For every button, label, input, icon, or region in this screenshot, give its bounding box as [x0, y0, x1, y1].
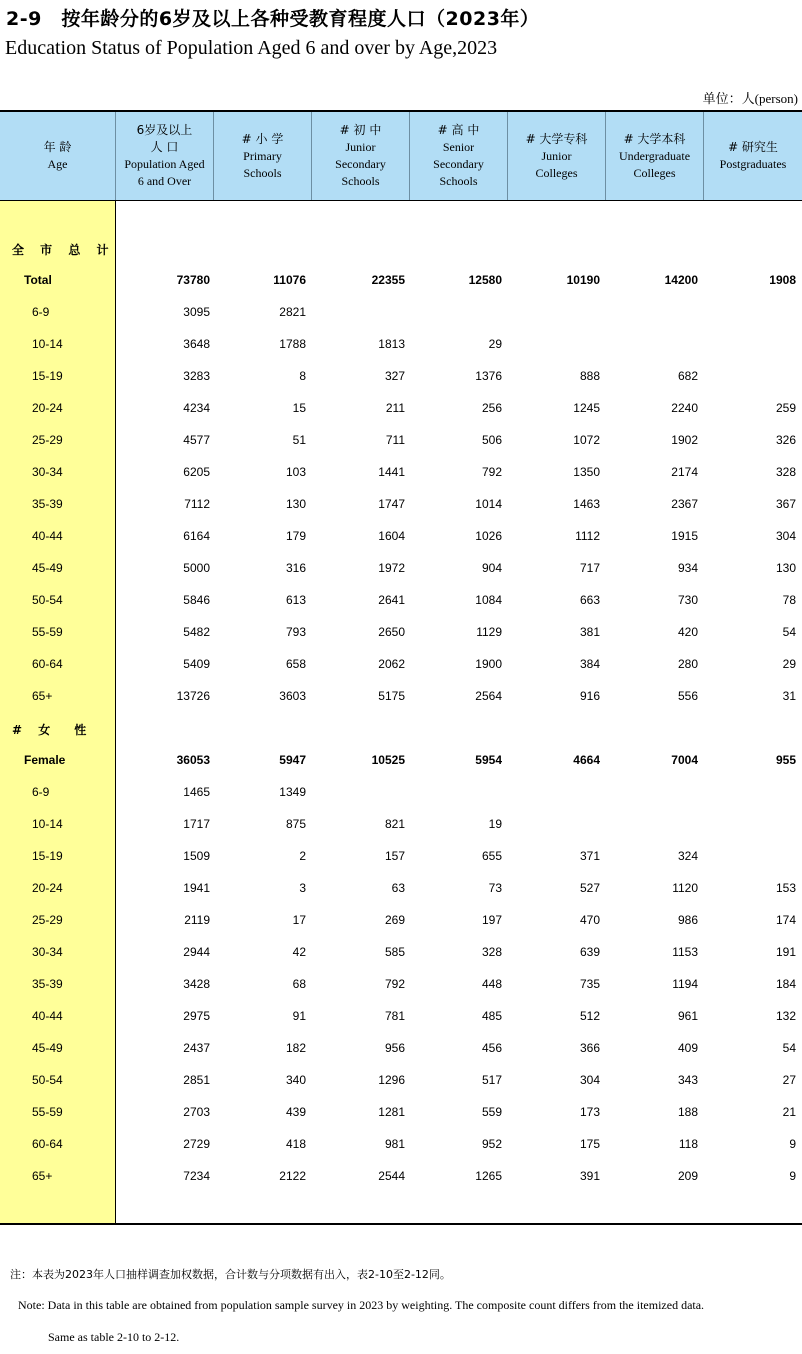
cell-value: 1014 [475, 497, 502, 511]
cell-value: 7004 [671, 753, 698, 767]
table-row [0, 878, 802, 898]
cell-value: 952 [481, 1137, 502, 1151]
table-row [0, 430, 802, 450]
cell-value: 1349 [279, 785, 306, 799]
cell-value: 1350 [573, 465, 600, 479]
table-row [0, 1038, 802, 1058]
bottom-rule [0, 1223, 802, 1225]
cell-value: 6205 [183, 465, 210, 479]
cell-value: 456 [481, 1041, 502, 1055]
column-header-1 [115, 112, 213, 200]
cell-value: 7112 [184, 497, 210, 511]
column-header-zh: # 小 学 [241, 131, 284, 146]
cell-value: 174 [775, 913, 796, 927]
cell-value: 9 [789, 1137, 796, 1151]
cell-value: 2851 [183, 1073, 210, 1087]
cell-value: 2564 [475, 689, 502, 703]
row-label: 65+ [32, 689, 53, 703]
cell-value: 343 [677, 1073, 698, 1087]
cell-value: 130 [285, 497, 306, 511]
cell-value: 955 [775, 753, 796, 767]
cell-value: 639 [579, 945, 600, 959]
cell-value: 711 [385, 433, 405, 447]
cell-value: 4577 [183, 433, 210, 447]
cell-value: 875 [285, 817, 306, 831]
row-label: 20-24 [32, 401, 63, 415]
cell-value: 173 [579, 1105, 600, 1119]
column-header-en: Colleges [633, 165, 676, 180]
note-en-line2: Same as table 2-10 to 2-12. [48, 1330, 180, 1344]
table-header [0, 112, 802, 201]
cell-value: 103 [285, 465, 306, 479]
cell-value: 5954 [475, 753, 502, 767]
cell-value: 118 [678, 1137, 698, 1151]
cell-value: 1084 [475, 593, 502, 607]
column-header-zh: # 大学专科 [525, 131, 588, 146]
cell-value: 54 [782, 1041, 796, 1055]
row-label: Total [24, 273, 52, 287]
column-header-en: 6 and Over [137, 174, 192, 188]
cell-value: 658 [285, 657, 306, 671]
column-header-zh: # 初 中 [339, 123, 382, 137]
cell-value: 409 [677, 1041, 698, 1055]
table-row [0, 654, 802, 674]
cell-value: 2367 [671, 497, 698, 511]
cell-value: 781 [384, 1009, 405, 1023]
cell-value: 27 [782, 1073, 796, 1087]
cell-value: 73 [488, 881, 502, 895]
cell-value: 381 [579, 625, 600, 639]
column-header-en: Undergraduate [618, 148, 691, 163]
cell-value: 316 [285, 561, 306, 575]
cell-value: 1941 [183, 881, 210, 895]
cell-value: 366 [579, 1041, 600, 1055]
cell-value: 2062 [378, 657, 405, 671]
cell-value: 54 [782, 625, 796, 639]
row-label: 25-29 [32, 433, 63, 447]
table-row [0, 1070, 802, 1090]
cell-value: 470 [579, 913, 600, 927]
cell-value: 888 [579, 369, 600, 383]
cell-value: 29 [488, 337, 502, 351]
cell-value: 730 [677, 593, 698, 607]
cell-value: 327 [384, 369, 405, 383]
cell-value: 304 [775, 529, 796, 543]
table-row [0, 1006, 802, 1026]
cell-value: 63 [391, 881, 405, 895]
cell-value: 585 [384, 945, 405, 959]
cell-value: 340 [285, 1073, 306, 1087]
cell-value: 1120 [672, 881, 698, 895]
cell-value: 1441 [378, 465, 405, 479]
column-header-zh: # 研究生 [728, 140, 778, 154]
row-label: 50-54 [32, 1073, 63, 1087]
cell-value: 391 [579, 1169, 600, 1183]
column-header-en: Secondary [433, 157, 484, 171]
cell-value: 209 [677, 1169, 698, 1183]
cell-value: 5846 [183, 593, 210, 607]
table-row [0, 686, 802, 706]
table-row [0, 814, 802, 834]
cell-value: 5409 [183, 657, 210, 671]
cell-value: 326 [775, 433, 796, 447]
cell-value: 735 [579, 977, 600, 991]
cell-value: 2944 [183, 945, 210, 959]
cell-value: 1915 [671, 529, 698, 543]
cell-value: 1747 [378, 497, 405, 511]
cell-value: 1245 [573, 401, 600, 415]
table-row [0, 462, 802, 482]
cell-value: 21 [782, 1105, 796, 1119]
cell-value: 17 [292, 913, 306, 927]
cell-value: 1900 [475, 657, 502, 671]
cell-value: 31 [782, 689, 796, 703]
row-label: 20-24 [32, 881, 63, 895]
table-row [0, 526, 802, 546]
cell-value: 512 [579, 1009, 600, 1023]
column-header-5 [507, 112, 605, 200]
cell-value: 5482 [183, 625, 210, 639]
cell-value: 371 [579, 849, 600, 863]
cell-value: 418 [285, 1137, 306, 1151]
cell-value: 91 [292, 1009, 306, 1023]
table-row [0, 590, 802, 610]
cell-value: 613 [285, 593, 306, 607]
total-row [0, 270, 802, 290]
table-row [0, 302, 802, 322]
row-label: 10-14 [32, 337, 63, 351]
cell-value: 280 [677, 657, 698, 671]
cell-value: 182 [285, 1041, 306, 1055]
cell-value: 188 [677, 1105, 698, 1119]
row-label: 55-59 [32, 625, 63, 639]
column-header-en: Colleges [535, 165, 578, 180]
cell-value: 157 [384, 849, 405, 863]
column-header-en: Population Aged [124, 157, 205, 171]
row-label: 10-14 [32, 817, 63, 831]
cell-value: 2975 [183, 1009, 210, 1023]
cell-value: 29 [782, 657, 796, 671]
cell-value: 956 [384, 1041, 405, 1055]
cell-value: 2641 [378, 593, 405, 607]
column-header-en: Postgraduates [719, 157, 787, 171]
row-label: 30-34 [32, 465, 63, 479]
cell-value: 211 [385, 401, 405, 415]
row-label: 35-39 [32, 497, 63, 511]
cell-value: 304 [579, 1073, 600, 1087]
cell-value: 1813 [378, 337, 405, 351]
cell-value: 14200 [664, 273, 698, 287]
cell-value: 1972 [378, 561, 405, 575]
row-label: Female [24, 753, 66, 767]
cell-value: 4664 [573, 753, 600, 767]
table-row [0, 846, 802, 866]
cell-value: 1604 [378, 529, 405, 543]
cell-value: 153 [775, 881, 796, 895]
cell-value: 1509 [183, 849, 210, 863]
cell-value: 384 [579, 657, 600, 671]
cell-value: 821 [384, 817, 405, 831]
cell-value: 42 [292, 945, 306, 959]
column-header-en: Primary [243, 148, 282, 163]
table-row [0, 334, 802, 354]
cell-value: 328 [481, 945, 502, 959]
cell-value: 175 [579, 1137, 600, 1151]
cell-value: 517 [481, 1073, 502, 1087]
cell-value: 682 [677, 369, 698, 383]
table-title-zh: 2-9 按年龄分的6岁及以上各种受教育程度人口（2023年） [6, 8, 540, 30]
cell-value: 5000 [183, 561, 210, 575]
row-label: 6-9 [32, 305, 50, 319]
row-label: 25-29 [32, 913, 63, 927]
cell-value: 556 [677, 689, 698, 703]
column-header-6 [605, 112, 703, 200]
cell-value: 1465 [183, 785, 210, 799]
table-row [0, 1134, 802, 1154]
column-header-en: Junior [541, 148, 572, 163]
cell-value: 6164 [183, 529, 210, 543]
column-header-en: Schools [439, 174, 478, 188]
row-label: 6-9 [32, 785, 50, 799]
note-en-line1: Note: Data in this table are obtained from population sample survey in 2023 by weighting. The composite count differs from the itemized data. [18, 1298, 705, 1312]
cell-value: 717 [579, 561, 600, 575]
unit-label: 单位：人(person) [702, 91, 798, 106]
cell-value: 191 [775, 945, 796, 959]
cell-value: 506 [481, 433, 502, 447]
cell-value: 8 [299, 369, 306, 383]
cell-value: 19 [488, 817, 502, 831]
cell-value: 1026 [475, 529, 502, 543]
cell-value: 2 [299, 849, 306, 863]
column-header-zh: 年 龄 [43, 140, 72, 154]
row-label: 55-59 [32, 1105, 63, 1119]
cell-value: 78 [782, 593, 796, 607]
cell-value: 73780 [176, 273, 210, 287]
cell-value: 10525 [371, 753, 405, 767]
cell-value: 904 [481, 561, 502, 575]
cell-value: 2119 [184, 913, 210, 927]
cell-value: 1153 [672, 945, 698, 959]
column-header-zh: 人 口 [150, 140, 179, 154]
cell-value: 559 [481, 1105, 502, 1119]
cell-value: 12580 [468, 273, 502, 287]
cell-value: 68 [292, 977, 306, 991]
cell-value: 13726 [176, 689, 210, 703]
cell-value: 1902 [671, 433, 698, 447]
table-row [0, 910, 802, 930]
cell-value: 420 [677, 625, 698, 639]
table-title-en: Education Status of Population Aged 6 and over by Age,2023 [5, 37, 498, 59]
cell-value: 485 [481, 1009, 502, 1023]
cell-value: 3648 [183, 337, 210, 351]
cell-value: 1194 [672, 977, 698, 991]
note-zh: 注：本表为2023年人口抽样调查加权数据，合计数与分项数据有出入，表2-10至2-12同。 [10, 1268, 451, 1281]
cell-value: 792 [384, 977, 405, 991]
cell-value: 130 [775, 561, 796, 575]
cell-value: 184 [775, 977, 796, 991]
cell-value: 1788 [279, 337, 306, 351]
cell-value: 439 [285, 1105, 306, 1119]
cell-value: 663 [579, 593, 600, 607]
cell-value: 981 [384, 1137, 405, 1151]
cell-value: 7234 [183, 1169, 210, 1183]
section-heading: # 女 性 [12, 723, 93, 737]
cell-value: 132 [775, 1009, 796, 1023]
cell-value: 259 [775, 401, 796, 415]
column-header-2 [213, 112, 311, 200]
column-header-0 [0, 112, 115, 200]
row-label: 30-34 [32, 945, 63, 959]
cell-value: 2821 [279, 305, 306, 319]
cell-value: 51 [292, 433, 306, 447]
column-header-en: Senior [442, 140, 475, 154]
cell-value: 1376 [475, 369, 502, 383]
column-header-en: Junior [345, 140, 376, 154]
cell-value: 256 [481, 401, 502, 415]
cell-value: 2650 [378, 625, 405, 639]
table-row [0, 398, 802, 418]
cell-value: 3428 [183, 977, 210, 991]
cell-value: 655 [481, 849, 502, 863]
cell-value: 2729 [183, 1137, 210, 1151]
cell-value: 328 [775, 465, 796, 479]
cell-value: 986 [677, 913, 698, 927]
column-header-zh: # 大学本科 [623, 131, 686, 146]
cell-value: 1072 [573, 433, 600, 447]
cell-value: 3095 [183, 305, 210, 319]
cell-value: 2544 [378, 1169, 405, 1183]
column-header-en: Schools [243, 165, 282, 180]
table-row [0, 366, 802, 386]
cell-value: 1281 [378, 1105, 405, 1119]
cell-value: 179 [285, 529, 306, 543]
cell-value: 961 [677, 1009, 698, 1023]
cell-value: 10190 [566, 273, 600, 287]
column-header-3 [311, 112, 409, 200]
cell-value: 324 [677, 849, 698, 863]
cell-value: 11076 [273, 273, 306, 287]
cell-value: 793 [285, 625, 306, 639]
table-row [0, 782, 802, 802]
table-row [0, 942, 802, 962]
cell-value: 367 [775, 497, 796, 511]
cell-value: 1463 [573, 497, 600, 511]
cell-value: 5175 [378, 689, 405, 703]
row-label: 40-44 [32, 1009, 63, 1023]
cell-value: 1908 [769, 273, 796, 287]
row-label: 45-49 [32, 561, 63, 575]
cell-value: 197 [481, 913, 502, 927]
cell-value: 1265 [475, 1169, 502, 1183]
cell-value: 1129 [476, 625, 502, 639]
column-header-en: Schools [341, 174, 380, 188]
table-row [0, 494, 802, 514]
row-label: 15-19 [32, 849, 63, 863]
cell-value: 448 [481, 977, 502, 991]
row-label: 50-54 [32, 593, 63, 607]
cell-value: 3 [299, 881, 306, 895]
column-header-zh: 6岁及以上 [136, 123, 193, 137]
table-row [0, 558, 802, 578]
column-header-7 [703, 112, 802, 200]
row-label: 40-44 [32, 529, 63, 543]
cell-value: 1112 [575, 529, 600, 543]
column-header-en: Secondary [335, 157, 386, 171]
cell-value: 5947 [279, 753, 306, 767]
table-row [0, 974, 802, 994]
row-label: 15-19 [32, 369, 63, 383]
column-header-en: Age [47, 157, 68, 171]
cell-value: 934 [677, 561, 698, 575]
section-heading: 全 市 总 计 [12, 243, 115, 257]
cell-value: 2437 [183, 1041, 210, 1055]
cell-value: 916 [579, 689, 600, 703]
cell-value: 1296 [378, 1073, 405, 1087]
cell-value: 3603 [279, 689, 306, 703]
cell-value: 792 [481, 465, 502, 479]
row-label: 60-64 [32, 1137, 63, 1151]
total-row [0, 750, 802, 770]
cell-value: 22355 [371, 273, 405, 287]
cell-value: 9 [789, 1169, 796, 1183]
cell-value: 2122 [279, 1169, 306, 1183]
row-label: 60-64 [32, 657, 63, 671]
cell-value: 15 [292, 401, 306, 415]
cell-value: 2240 [671, 401, 698, 415]
column-header-zh: # 高 中 [437, 123, 480, 137]
row-label: 65+ [32, 1169, 53, 1183]
cell-value: 527 [579, 881, 600, 895]
cell-value: 3283 [183, 369, 210, 383]
cell-value: 269 [384, 913, 405, 927]
cell-value: 2703 [183, 1105, 210, 1119]
cell-value: 2174 [671, 465, 698, 479]
table-row [0, 622, 802, 642]
cell-value: 36053 [176, 753, 210, 767]
table-row [0, 1102, 802, 1122]
row-label: 45-49 [32, 1041, 63, 1055]
table-row [0, 1166, 802, 1186]
cell-value: 1717 [183, 817, 210, 831]
row-label: 35-39 [32, 977, 63, 991]
cell-value: 4234 [183, 401, 210, 415]
column-header-4 [409, 112, 507, 200]
